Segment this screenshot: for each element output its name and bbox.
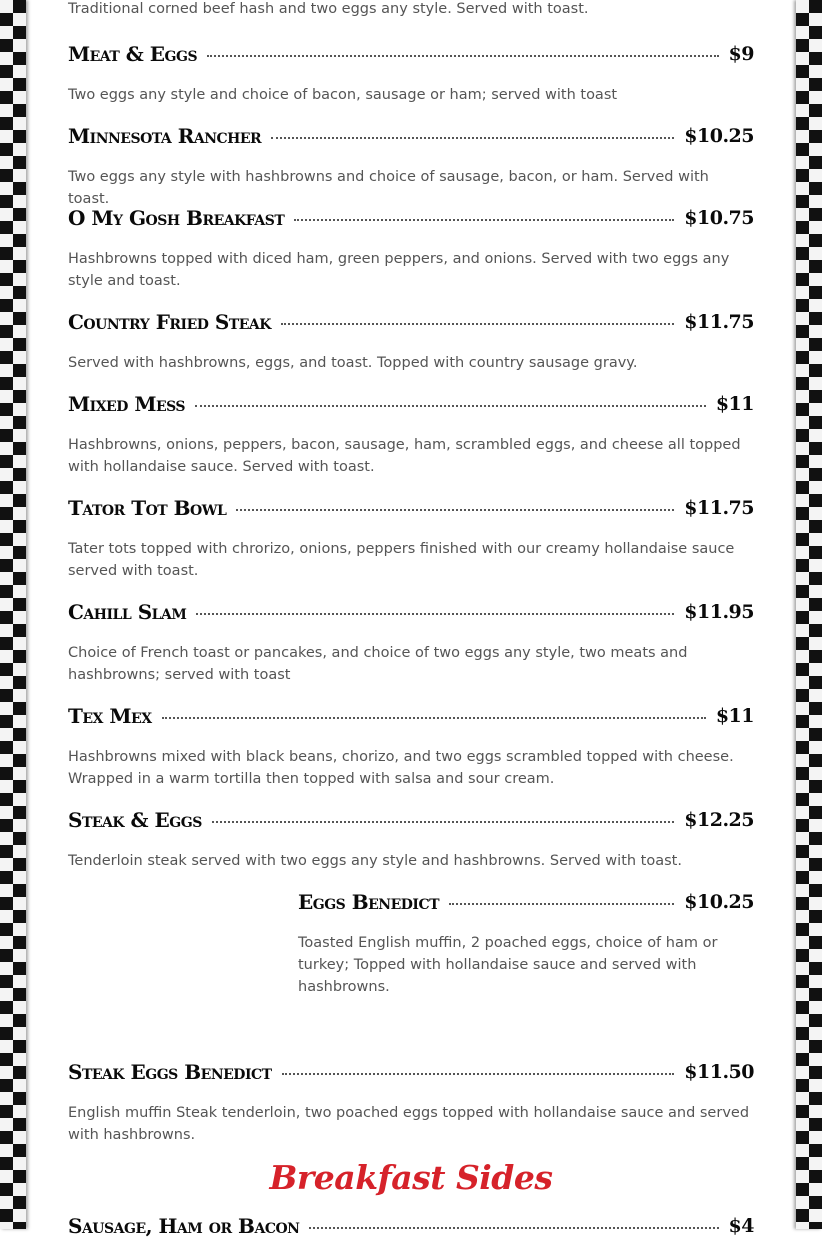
dotted-leader bbox=[271, 137, 674, 139]
menu-item-country-fried-steak bbox=[68, 308, 754, 374]
item-description: Traditional corned beef hash and two eggs any style. Served with toast. bbox=[68, 1, 589, 17]
item-price: $11 bbox=[715, 393, 754, 415]
item-name: Country Fried Steak bbox=[68, 310, 271, 334]
item-description: Tater tots topped with chrorizo, onions, peppers finished with our creamy hollandaise sauce served with toast. bbox=[68, 541, 735, 579]
item-name: Tator Tot Bowl bbox=[68, 496, 227, 520]
item-name: Sausage, Ham or Bacon bbox=[68, 1214, 300, 1238]
item-name: Meat & Eggs bbox=[68, 42, 198, 66]
menu-item-meat-eggs bbox=[68, 40, 754, 106]
item-price: $11.50 bbox=[684, 1061, 754, 1083]
item-price: $11.75 bbox=[684, 497, 754, 519]
item-description: Served with hashbrowns, eggs, and toast. Topped with country sausage gravy. bbox=[68, 355, 638, 371]
dotted-leader bbox=[207, 55, 718, 57]
menu-item-steak-eggs bbox=[68, 806, 754, 872]
item-price: $10.25 bbox=[684, 125, 754, 147]
checkered-border-right bbox=[796, 0, 822, 1229]
item-price: $10.25 bbox=[684, 891, 754, 913]
menu-item-tator-tot-bowl bbox=[68, 494, 754, 582]
item-description: Tenderloin steak served with two eggs any style and hashbrowns. Served with toast. bbox=[68, 853, 682, 869]
item-price: $9 bbox=[728, 43, 754, 65]
checkered-border-left bbox=[0, 0, 26, 1229]
item-price: $10.75 bbox=[684, 207, 754, 229]
item-name: Eggs Benedict bbox=[298, 890, 440, 914]
dotted-leader bbox=[212, 821, 674, 823]
menu-item-minnesota-rancher bbox=[68, 122, 754, 210]
menu-item-mixed-mess bbox=[68, 390, 754, 478]
menu-item-cahill-slam bbox=[68, 598, 754, 686]
item-description: Two eggs any style and choice of bacon, sausage or ham; served with toast bbox=[68, 87, 618, 103]
menu-item-steak-eggs-benedict bbox=[68, 1058, 754, 1146]
item-description: Hashbrowns mixed with black beans, chorizo, and two eggs scrambled topped with cheese. Wrapped in a warm tortilla then topped with salsa and sour cream. bbox=[68, 749, 734, 787]
item-price: $11.95 bbox=[684, 601, 754, 623]
dotted-leader bbox=[236, 509, 674, 511]
item-description: Two eggs any style with hashbrowns and choice of sausage, bacon, or ham. Served with toast. bbox=[68, 169, 709, 207]
dotted-leader bbox=[195, 405, 706, 407]
dotted-leader bbox=[162, 717, 706, 719]
item-description: English muffin Steak tenderloin, two poached eggs topped with hollandaise sauce and served with hashbrowns. bbox=[68, 1105, 750, 1143]
item-price: $4 bbox=[728, 1215, 754, 1237]
dotted-leader bbox=[281, 323, 674, 325]
dotted-leader bbox=[282, 1073, 675, 1075]
item-name: Steak Eggs Benedict bbox=[68, 1060, 272, 1084]
item-name: Steak & Eggs bbox=[68, 808, 202, 832]
item-description: Hashbrowns topped with diced ham, green peppers, and onions. Served with two eggs any style and toast. bbox=[68, 251, 730, 289]
item-price: $11.75 bbox=[684, 311, 754, 333]
item-name: O My Gosh Breakfast bbox=[68, 206, 285, 230]
item-name: Tex Mex bbox=[68, 704, 152, 728]
item-description: Choice of French toast or pancakes, and choice of two eggs any style, two meats and hashbrowns; served with toast bbox=[68, 645, 688, 683]
menu-item-tex-mex bbox=[68, 702, 754, 790]
item-description: Toasted English muffin, 2 poached eggs, choice of ham or turkey; Topped with hollandaise sauce and served with hashbrowns. bbox=[298, 935, 718, 995]
dotted-leader bbox=[196, 613, 674, 615]
menu-item-eggs-benedict bbox=[298, 888, 754, 998]
item-price: $12.25 bbox=[684, 809, 754, 831]
section-heading-breakfast-sides: Breakfast Sides bbox=[269, 1158, 553, 1197]
item-description: Hashbrowns, onions, peppers, bacon, sausage, ham, scrambled eggs, and cheese all topped with hollandaise sauce. Served with toast. bbox=[68, 437, 741, 475]
dotted-leader bbox=[294, 219, 674, 221]
item-price: $11 bbox=[715, 705, 754, 727]
item-name: Mixed Mess bbox=[68, 392, 186, 416]
dotted-leader bbox=[449, 903, 674, 905]
menu-item-partial bbox=[68, 1212, 754, 1240]
menu-item-o-my-gosh-breakfast bbox=[68, 204, 754, 292]
item-name: Cahill Slam bbox=[68, 600, 187, 624]
item-name: Minnesota Rancher bbox=[68, 124, 262, 148]
